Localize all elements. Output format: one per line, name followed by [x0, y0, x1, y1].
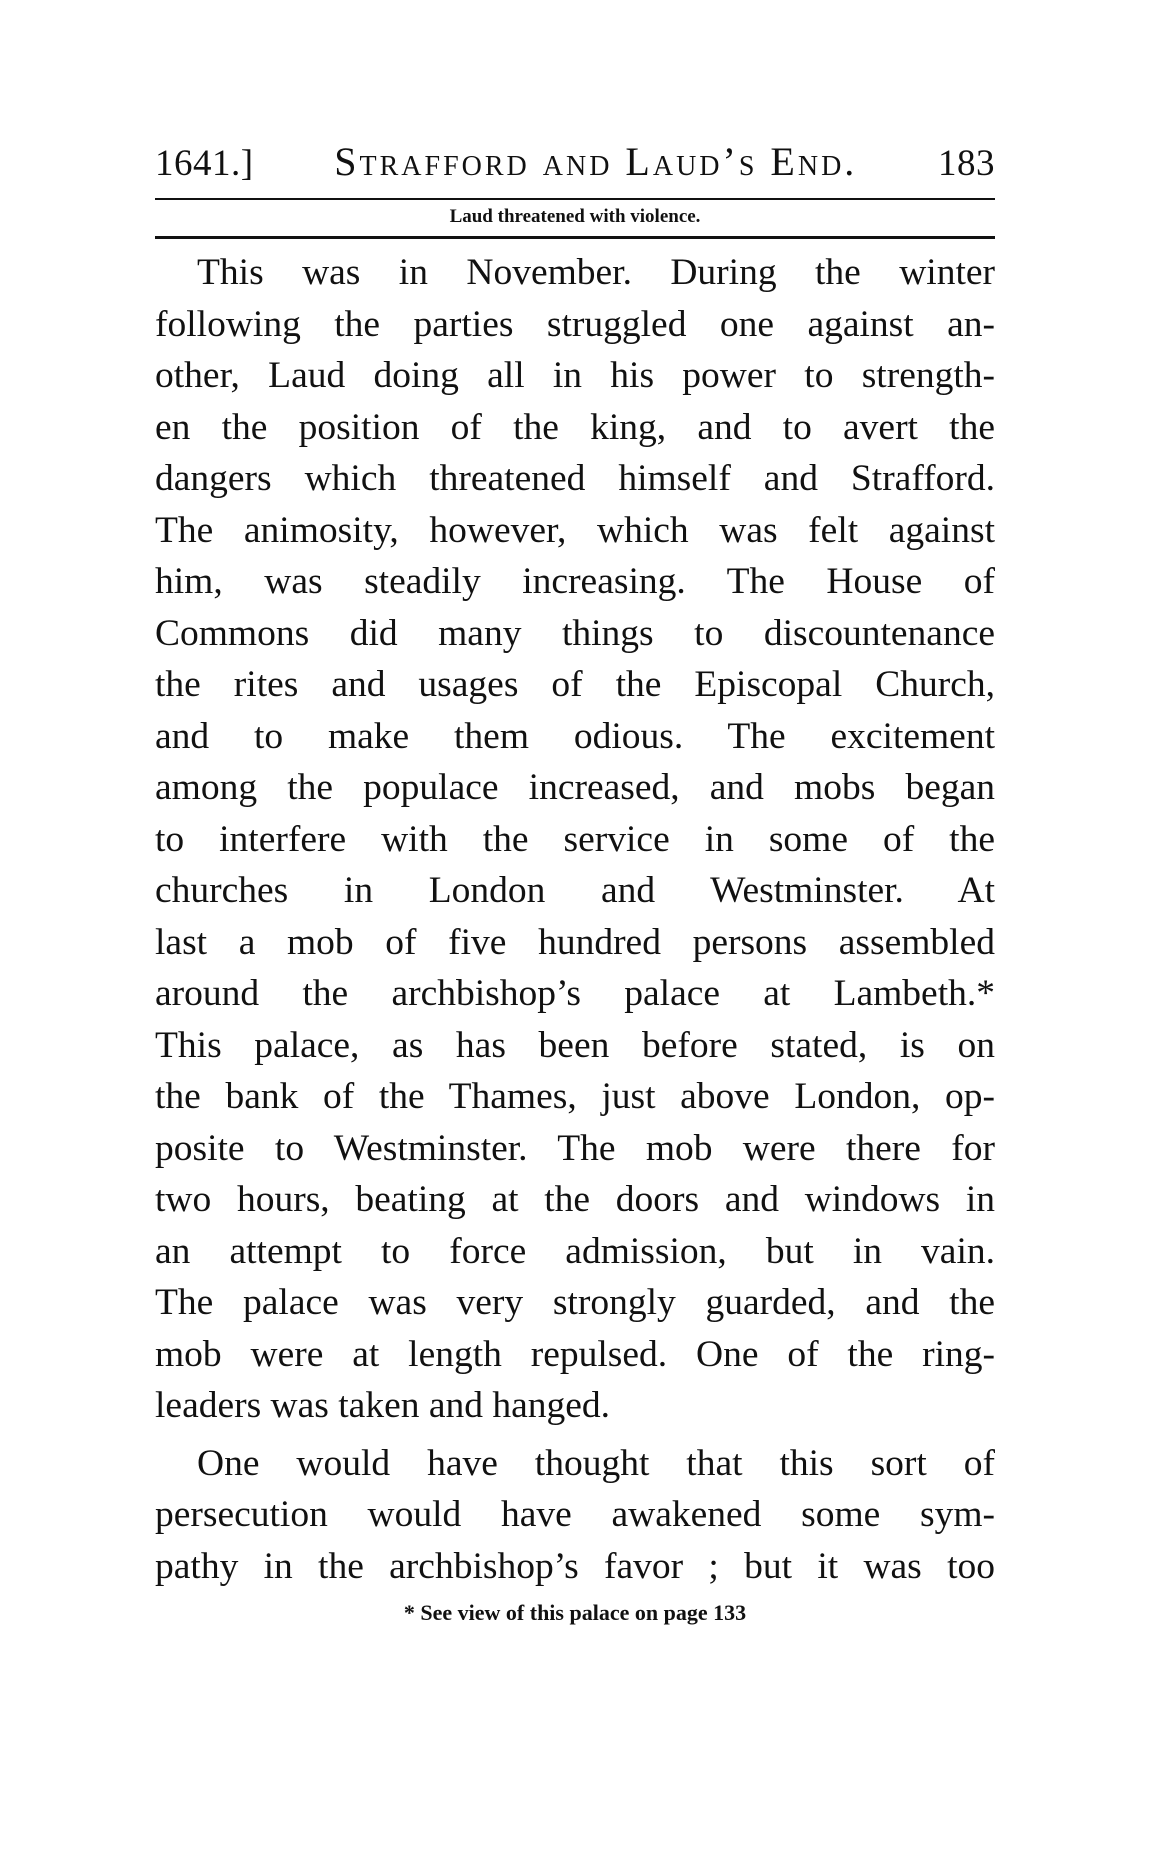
text-line: The animosity, however, which was felt against: [155, 509, 995, 551]
header-rule-bottom: [155, 236, 995, 239]
text-line: This palace, as has been before stated, is on: [155, 1024, 995, 1066]
text-line: This was in November. During the winter: [197, 252, 995, 293]
text-line: among the populace increased, and mobs began: [155, 767, 995, 808]
running-head-year: 1641.]: [155, 143, 254, 184]
text-line: around the archbishop’s palace at Lambeth.*: [155, 973, 995, 1014]
running-head: [155, 140, 995, 186]
paragraph-2: [155, 1438, 995, 1593]
text-line: posite to Westminster. The mob were there for: [155, 1127, 995, 1169]
header-rule-top: [155, 198, 995, 200]
text-line: the rites and usages of the Episcopal Church,: [155, 664, 995, 705]
text-line: leaders was taken and hanged.: [155, 1385, 611, 1426]
text-line: Commons did many things to discountenance: [155, 612, 995, 654]
section-subhead: Laud threatened with violence.: [449, 206, 701, 227]
text-line: pathy in the archbishop’s favor ; but it was too: [155, 1545, 995, 1587]
running-head-title: Strafford and Laud’s End.: [334, 139, 858, 184]
text-line: churches in London and Westminster. At: [155, 870, 995, 911]
text-line: dangers which threatened himself and Strafford.: [155, 458, 995, 499]
text-line: and to make them odious. The excitement: [155, 715, 995, 757]
text-line: other, Laud doing all in his power to strength-: [155, 355, 995, 396]
text-line: The palace was very strongly guarded, and the: [155, 1282, 995, 1323]
text-line: One would have thought that this sort of: [197, 1442, 995, 1484]
text-line: two hours, beating at the doors and windows in: [155, 1179, 995, 1220]
paragraph-1: [155, 247, 995, 1432]
text-line: him, was steadily increasing. The House of: [155, 561, 995, 602]
book-page: [155, 140, 995, 1628]
text-line: to interfere with the service in some of the: [155, 818, 995, 860]
text-line: the bank of the Thames, just above London, op-: [155, 1076, 995, 1117]
text-line: mob were at length repulsed. One of the ring-: [155, 1333, 995, 1375]
text-line: last a mob of five hundred persons assembled: [155, 921, 995, 963]
body-text: [155, 247, 995, 1592]
text-line: persecution would have awakened some sym-: [155, 1494, 995, 1535]
text-line: following the parties struggled one against an-: [155, 303, 995, 345]
footnote: * See view of this palace on page 133: [403, 1600, 747, 1625]
text-line: en the position of the king, and to avert the: [155, 406, 995, 448]
text-line: an attempt to force admission, but in vain.: [155, 1230, 995, 1272]
page-number: 183: [938, 143, 995, 184]
